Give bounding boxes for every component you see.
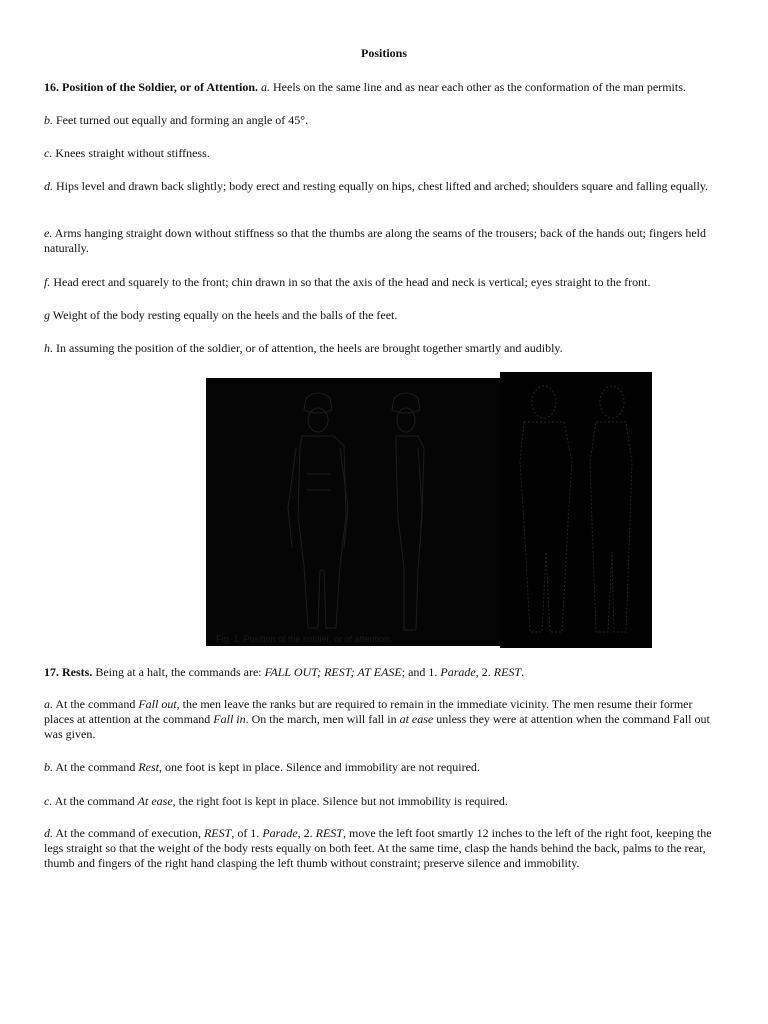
item-letter: d. bbox=[44, 179, 53, 193]
item-text: , 2. bbox=[475, 665, 494, 679]
item-text: At the command bbox=[52, 794, 138, 808]
item-text: , one foot is kept in place. Silence and immobility are not required. bbox=[159, 760, 480, 774]
command-text: Rest bbox=[138, 760, 159, 774]
soldier-photo-image bbox=[500, 372, 652, 648]
item-text: Being at a halt, the commands are: bbox=[92, 665, 265, 679]
item-text: At the command bbox=[53, 697, 139, 711]
figure-plate-drawing bbox=[206, 378, 500, 646]
item-letter: f. bbox=[44, 275, 51, 289]
soldier-drawing-image bbox=[206, 378, 500, 646]
figure-plate-photo bbox=[500, 372, 652, 648]
section-16-item-d bbox=[44, 179, 724, 194]
item-text: , move the left foot smartly 12 inches to the left of the right foot, keeping the legs straight so that the weight of the body rests equally on both feet. At the same time, clasp the hands behind the back, palms to the rear, thumb and fingers of the right hand clasping the left thumb without constraint; preserve silence and immobility. bbox=[44, 826, 712, 870]
command-text: REST bbox=[315, 826, 343, 840]
section-17-item-c bbox=[44, 794, 724, 809]
section-17-item-d bbox=[44, 826, 724, 871]
item-letter: b. bbox=[44, 113, 53, 127]
item-text: Knees straight without stiffness. bbox=[52, 146, 210, 160]
command-text: Fall out bbox=[138, 697, 177, 711]
command-text: At ease bbox=[137, 794, 173, 808]
item-text: unless they were at attention when the command Fall out was given. bbox=[44, 712, 710, 741]
item-text: In assuming the position of the soldier, or of attention, the heels are brought together smartly and audibly. bbox=[53, 341, 563, 355]
item-text: , the right foot is kept in place. Silence but not immobility is required. bbox=[172, 794, 508, 808]
item-letter: b. bbox=[44, 760, 53, 774]
section-16-intro bbox=[44, 80, 724, 95]
section-16-item-e bbox=[44, 226, 724, 256]
item-text: . bbox=[521, 665, 525, 679]
item-text: , of 1. bbox=[231, 826, 263, 840]
page-title: Positions bbox=[360, 46, 407, 60]
item-letter: g bbox=[44, 308, 50, 322]
item-text: ; and 1. bbox=[401, 665, 441, 679]
item-text: At the command of execution, bbox=[53, 826, 204, 840]
section-16-item-c bbox=[44, 146, 724, 161]
command-text: REST bbox=[493, 665, 522, 679]
item-letter: h. bbox=[44, 341, 53, 355]
item-text: Arms hanging straight down without stiffness so that the thumbs are along the seams of the trousers; back of the hands out; fingers held naturally. bbox=[44, 226, 706, 255]
command-text: Parade bbox=[440, 665, 476, 679]
item-text: , 2. bbox=[297, 826, 316, 840]
item-letter: c. bbox=[44, 794, 53, 808]
item-text: , the men leave the ranks but are required to remain in the immediate vicinity. The men resume their former places at attention at the command bbox=[44, 697, 693, 726]
section-17-item-b bbox=[44, 760, 724, 775]
item-text: Hips level and drawn back slightly; body erect and resting equally on hips, chest lifted and arched; shoulders square and falling equally. bbox=[53, 179, 709, 193]
item-text: Feet turned out equally and forming an angle of 45°. bbox=[53, 113, 309, 127]
item-text: Head erect and squarely to the front; chin drawn in so that the axis of the head and neck is vertical; eyes straight to the front. bbox=[50, 275, 651, 289]
command-text: FALL OUT; REST; AT EASE bbox=[264, 665, 402, 679]
attention-position-figure bbox=[206, 372, 652, 648]
command-text: at ease bbox=[399, 712, 434, 726]
item-letter: a. bbox=[261, 80, 271, 94]
section-16-item-g bbox=[44, 308, 724, 323]
figure-caption: Fig. 1. Position of the soldier, or of attention. bbox=[216, 634, 392, 644]
section-16-item-b bbox=[44, 113, 724, 128]
section-17-heading: 17. Rests. bbox=[44, 665, 93, 679]
item-letter: e. bbox=[44, 226, 53, 240]
command-text: Fall in bbox=[213, 712, 246, 726]
item-letter: c. bbox=[44, 146, 53, 160]
command-text: REST bbox=[203, 826, 232, 840]
section-17-item-a bbox=[44, 697, 724, 742]
section-16-item-f bbox=[44, 275, 724, 290]
item-text: Heels on the same line and as near each other as the conformation of the man permits. bbox=[270, 80, 686, 94]
section-16-item-h bbox=[44, 341, 724, 356]
section-17-intro bbox=[44, 665, 724, 680]
item-letter: a. bbox=[44, 697, 53, 711]
item-text: . On the march, men will fall in bbox=[245, 712, 400, 726]
item-text: Weight of the body resting equally on the heels and the balls of the feet. bbox=[50, 308, 398, 322]
command-text: Parade bbox=[262, 826, 298, 840]
item-letter: d. bbox=[44, 826, 53, 840]
item-text: At the command bbox=[53, 760, 139, 774]
section-16-heading: 16. Position of the Soldier, or of Attention. bbox=[44, 80, 259, 94]
